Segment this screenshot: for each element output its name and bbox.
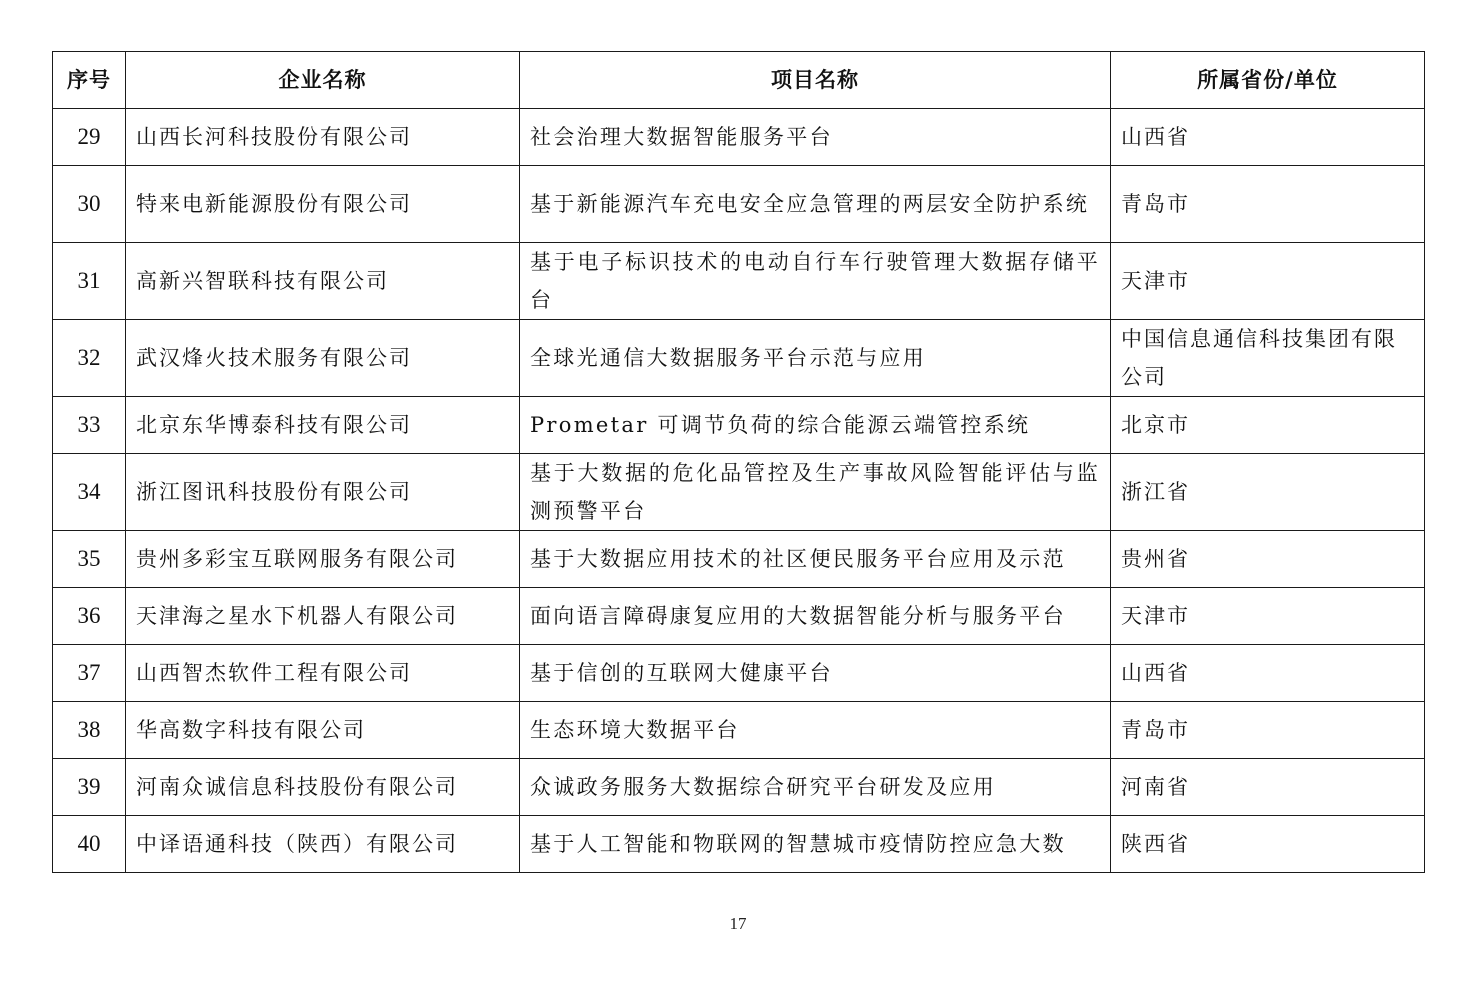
row-province: 北京市 [1111,397,1425,454]
row-project: 基于电子标识技术的电动自行车行驶管理大数据存储平台 [520,243,1111,320]
row-company: 山西长河科技股份有限公司 [126,109,520,166]
header-index: 序号 [53,52,126,109]
row-project: 社会治理大数据智能服务平台 [520,109,1111,166]
table-row [53,243,1425,320]
table-row [53,166,1425,243]
row-project: 基于新能源汽车充电安全应急管理的两层安全防护系统 [520,166,1111,243]
row-index: 32 [53,320,126,397]
row-province: 山西省 [1111,109,1425,166]
table-row [53,816,1425,873]
row-index: 29 [53,109,126,166]
row-index: 34 [53,454,126,531]
table-row [53,454,1425,531]
row-index: 31 [53,243,126,320]
row-index: 35 [53,531,126,588]
project-table-container [52,51,1424,873]
row-province: 天津市 [1111,243,1425,320]
row-company: 山西智杰软件工程有限公司 [126,645,520,702]
row-index: 40 [53,816,126,873]
row-company: 中译语通科技（陕西）有限公司 [126,816,520,873]
row-province: 青岛市 [1111,166,1425,243]
table-row [53,645,1425,702]
row-index: 33 [53,397,126,454]
row-company: 北京东华博泰科技有限公司 [126,397,520,454]
row-project: 基于大数据应用技术的社区便民服务平台应用及示范 [520,531,1111,588]
table-header-row [53,52,1425,109]
table-row [53,702,1425,759]
row-province: 天津市 [1111,588,1425,645]
row-project: 众诚政务服务大数据综合研究平台研发及应用 [520,759,1111,816]
row-project: Prometar 可调节负荷的综合能源云端管控系统 [520,397,1111,454]
row-company: 高新兴智联科技有限公司 [126,243,520,320]
row-company: 武汉烽火技术服务有限公司 [126,320,520,397]
table-row [53,397,1425,454]
row-province: 山西省 [1111,645,1425,702]
row-company: 河南众诚信息科技股份有限公司 [126,759,520,816]
row-index: 36 [53,588,126,645]
row-project: 面向语言障碍康复应用的大数据智能分析与服务平台 [520,588,1111,645]
row-company: 天津海之星水下机器人有限公司 [126,588,520,645]
project-table [52,51,1425,873]
row-province: 浙江省 [1111,454,1425,531]
row-province: 中国信息通信科技集团有限公司 [1111,320,1425,397]
row-company: 浙江图讯科技股份有限公司 [126,454,520,531]
table-row [53,759,1425,816]
row-index: 30 [53,166,126,243]
row-project: 生态环境大数据平台 [520,702,1111,759]
row-project: 基于人工智能和物联网的智慧城市疫情防控应急大数 [520,816,1111,873]
row-project: 全球光通信大数据服务平台示范与应用 [520,320,1111,397]
table-row [53,531,1425,588]
row-company: 华高数字科技有限公司 [126,702,520,759]
row-company: 贵州多彩宝互联网服务有限公司 [126,531,520,588]
table-row [53,109,1425,166]
header-province: 所属省份/单位 [1111,52,1425,109]
row-index: 39 [53,759,126,816]
row-index: 37 [53,645,126,702]
row-province: 河南省 [1111,759,1425,816]
header-company: 企业名称 [126,52,520,109]
row-project: 基于大数据的危化品管控及生产事故风险智能评估与监测预警平台 [520,454,1111,531]
row-company: 特来电新能源股份有限公司 [126,166,520,243]
row-index: 38 [53,702,126,759]
table-row [53,320,1425,397]
table-row [53,588,1425,645]
row-province: 贵州省 [1111,531,1425,588]
row-province: 陕西省 [1111,816,1425,873]
row-project: 基于信创的互联网大健康平台 [520,645,1111,702]
header-project: 项目名称 [520,52,1111,109]
row-province: 青岛市 [1111,702,1425,759]
page-number: 17 [729,914,747,933]
